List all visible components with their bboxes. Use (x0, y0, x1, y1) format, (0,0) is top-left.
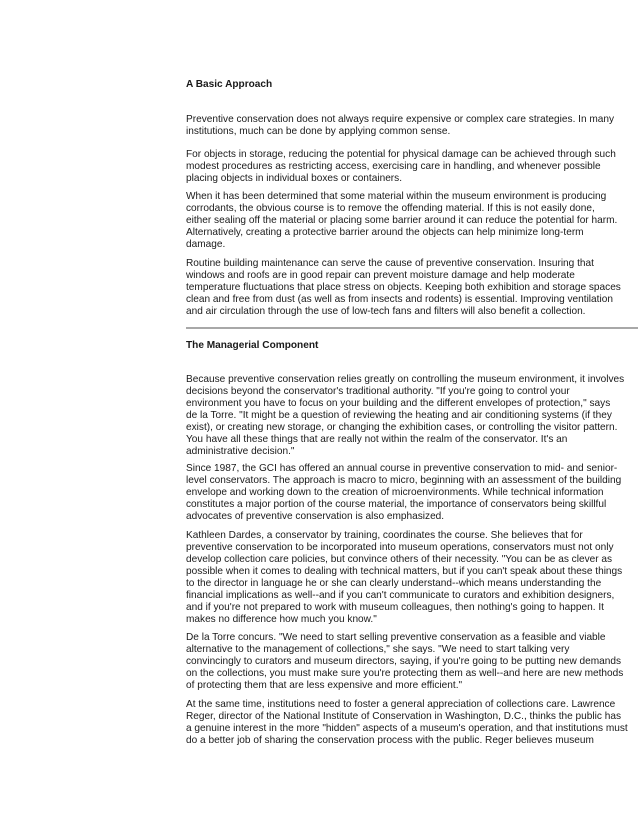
text-line: possible when it comes to dealing with technical matters, but if you can't speak about these things (186, 566, 623, 577)
text-line: Routine building maintenance can serve the cause of preventive conservation. Insuring that (186, 258, 594, 269)
text-line: Kathleen Dardes, a conservator by training, coordinates the course. She believes that for (186, 530, 583, 541)
paragraph (186, 191, 617, 251)
text-line: exist), or creating new storage, or changing the exhibition cases, or controlling the visitor pattern. (186, 422, 618, 433)
text-line: of protecting them that are less expensive and more efficient." (186, 680, 463, 691)
text-line: and air circulation through the use of low-tech fans and filters will also benefit a collection. (186, 306, 586, 317)
text-line: a genuine interest in the more "hidden" aspects of a museum's operation, and that institutions must (186, 723, 628, 734)
text-line: For objects in storage, reducing the potential for physical damage can be achieved through such (186, 149, 616, 160)
text-line: Reger, director of the National Institute of Conservation in Washington, D.C., thinks the public has (186, 711, 622, 722)
text-line: clean and free from dust (as well as from insects and rodents) is essential. Improving ventilation (186, 294, 613, 305)
text-line: modest procedures as restricting access, exercising care in handling, and whenever possible (186, 161, 601, 172)
text-line: windows and roofs are in good repair can prevent moisture damage and help moderate (186, 270, 575, 281)
text-line: develop collection care policies, but convince others of their necessity. "You can be as clever as (186, 554, 613, 565)
section-heading-managerial-component: The Managerial Component (186, 340, 319, 351)
text-line: convincingly to curators and museum directors, saying, if you're going to be putting new demands (186, 656, 622, 667)
text-line: makes no difference how much you know." (186, 614, 377, 625)
text-line: decisions beyond the conservator's traditional authority. "If you're going to control your (186, 386, 570, 397)
text-line: Preventive conservation does not always require expensive or complex care strategies. In many (186, 114, 615, 125)
text-line: corrodants, the obvious course is to remove the offending material. If this is not easily done, (186, 203, 595, 214)
text-line: Since 1987, the GCI has offered an annual course in preventive conservation to mid- and senior- (186, 463, 618, 474)
text-line: temperature fluctuations that place stress on objects. Keeping both exhibition and storage spaces (186, 282, 621, 293)
section-divider (186, 327, 638, 329)
paragraph (186, 632, 623, 692)
paragraph (186, 699, 628, 747)
text-line: do a better job of sharing the conservation process with the public. Reger believes museum (186, 735, 594, 746)
text-line: administrative decision." (186, 446, 295, 457)
section-heading-basic-approach: A Basic Approach (186, 79, 273, 90)
text-line: de la Torre. "It might be a question of reviewing the heating and air conditioning systems (if they (186, 410, 612, 421)
paragraph (186, 463, 621, 523)
text-line: level conservators. The approach is macro to micro, beginning with an assessment of the building (186, 475, 622, 486)
text-line: You have all these things that are really not within the realm of the conservator. It's an (186, 434, 568, 445)
text-line: environment you have to focus on your building and the different envelopes of protection," says (186, 398, 611, 409)
text-line: constitutes a major portion of the course material, the importance of conservators being skillful (186, 499, 607, 510)
text-line: At the same time, institutions need to foster a general appreciation of collections care. Lawrence (186, 699, 616, 710)
text-line: Alternatively, creating a protective barrier around the objects can help minimize long-term (186, 227, 584, 238)
paragraph (186, 149, 616, 185)
text-line: to the director in language he or she can clearly understand--which means understanding the (186, 578, 602, 589)
text-line: De la Torre concurs. "We need to start selling preventive conservation as a feasible and viable (186, 632, 606, 643)
text-line: and if you're not prepared to work with museum colleagues, then nothing's going to happen. It (186, 602, 604, 613)
text-line: alternative to the management of collections," she says. "We need to start talking very (186, 644, 570, 655)
text-line: either sealing off the material or placing some barrier around it can reduce the potential for harm. (186, 215, 618, 226)
text-line: advocates of preventive conservation is also emphasized. (186, 511, 445, 522)
paragraph (186, 258, 621, 318)
paragraph (186, 374, 624, 458)
text-line: damage. (186, 239, 226, 250)
paragraph (186, 114, 614, 138)
text-line: financial implications as well--and if you can't communicate to curators and exhibition designers, (186, 590, 615, 601)
text-line: on the collections, you must make sure you're protecting them as well--and here are new methods (186, 668, 624, 679)
text-line: When it has been determined that some material within the museum environment is producing (186, 191, 607, 202)
text-line: envelope and working down to the creation of microenvironments. While technical information (186, 487, 604, 498)
text-line: institutions, much can be done by applying common sense. (186, 126, 451, 137)
text-line: placing objects in individual boxes or containers. (186, 173, 403, 184)
text-line: Because preventive conservation relies greatly on controlling the museum environment, it involves (186, 374, 625, 385)
paragraph (186, 530, 622, 626)
text-line: preventive conservation to be incorporated into museum operations, conservators must not only (186, 542, 614, 553)
